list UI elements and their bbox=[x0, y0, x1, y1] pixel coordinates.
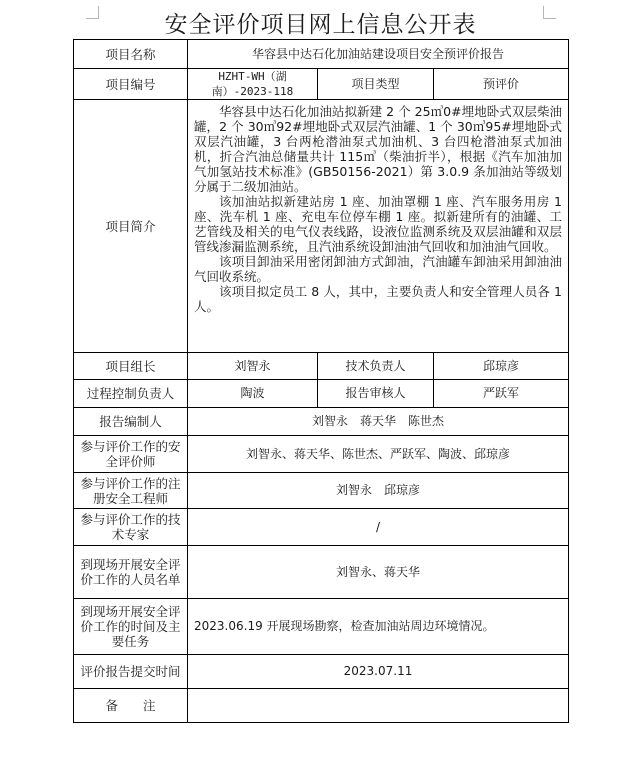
project-code-label: 项目编号 bbox=[74, 69, 188, 100]
row-evaluators bbox=[74, 436, 569, 473]
row-writer bbox=[74, 408, 569, 436]
writer-label: 报告编制人 bbox=[74, 408, 188, 436]
info-table bbox=[73, 39, 569, 723]
intro-paragraph: 该项目拟定员工 8 人，其中，主要负责人和安全管理人员各 1 人。 bbox=[194, 284, 562, 314]
submit-time-label: 评价报告提交时间 bbox=[74, 655, 188, 689]
page-title: 安全评价项目网上信息公开表 bbox=[164, 12, 477, 38]
process-control-value: 陶波 bbox=[188, 380, 318, 408]
row-engineers bbox=[74, 473, 569, 509]
row-process bbox=[74, 380, 569, 408]
project-intro-label: 项目简介 bbox=[74, 100, 188, 353]
leader-label: 项目组长 bbox=[74, 353, 188, 380]
remark-value bbox=[188, 689, 569, 723]
row-site-people bbox=[74, 546, 569, 599]
experts-value: / bbox=[188, 509, 569, 546]
intro-paragraph: 该项目卸油采用密闭卸油方式卸油，汽油罐车卸油采用卸油油气回收系统。 bbox=[194, 254, 562, 284]
process-control-label: 过程控制负责人 bbox=[74, 380, 188, 408]
row-project-name bbox=[74, 40, 569, 69]
row-project-code bbox=[74, 69, 569, 100]
reviewer-value: 严跃军 bbox=[434, 380, 569, 408]
engineers-value: 刘智永 邱琼彦 bbox=[188, 473, 569, 509]
row-submit-time bbox=[74, 655, 569, 689]
remark-label: 备 注 bbox=[74, 689, 188, 723]
evaluators-label: 参与评价工作的安全评价师 bbox=[74, 436, 188, 473]
tech-lead-label: 技术负责人 bbox=[318, 353, 434, 380]
project-name-label: 项目名称 bbox=[74, 40, 188, 69]
evaluators-value: 刘智永、蒋天华、陈世杰、严跃军、陶波、邱琼彦 bbox=[188, 436, 569, 473]
leader-value: 刘智永 bbox=[188, 353, 318, 380]
row-remark bbox=[74, 689, 569, 723]
project-type-label: 项目类型 bbox=[318, 69, 434, 100]
site-time-value: 2023.06.19 开展现场勘察，检查加油站周边环境情况。 bbox=[188, 599, 569, 655]
tech-lead-value: 邱琼彦 bbox=[434, 353, 569, 380]
site-time-label: 到现场开展安全评价工作的时间及主要任务 bbox=[74, 599, 188, 655]
project-type-value: 预评价 bbox=[434, 69, 569, 100]
engineers-label: 参与评价工作的注册安全工程师 bbox=[74, 473, 188, 509]
row-leader bbox=[74, 353, 569, 380]
experts-label: 参与评价工作的技术专家 bbox=[74, 509, 188, 546]
row-site-time bbox=[74, 599, 569, 655]
intro-paragraph: 华容县中达石化加油站拟新建 2 个 25㎥0#埋地卧式双层柴油罐，2 个 30㎥92#埋地卧式双层汽油罐、1 个 30㎥95#埋地卧式双层汽油罐，3 台两枪潜油泵式加油机、3 台四枪潜油泵式加油机，折合汽油总储量共计 115㎥（柴油折半），根据《汽车加油加气加氢站技术标准》(GB50156-2021）第 3.0.9 条加油站等级划分属于二级加油站。 bbox=[194, 104, 562, 194]
site-people-value: 刘智永、蒋天华 bbox=[188, 546, 569, 599]
project-intro-text bbox=[188, 100, 569, 353]
row-experts bbox=[74, 509, 569, 546]
project-code-value: HZHT-WH（湖南）-2023-118 bbox=[188, 69, 318, 100]
submit-time-value: 2023.07.11 bbox=[188, 655, 569, 689]
reviewer-label: 报告审核人 bbox=[318, 380, 434, 408]
row-project-intro bbox=[74, 100, 569, 353]
intro-paragraph: 该加油站拟新建站房 1 座、加油罩棚 1 座、汽车服务用房 1 座、洗车机 1 座、充电车位停车棚 1 座。拟新建所有的油罐、工艺管线及相关的电气仪表线路，设液位监测系统及双层油罐和双层管线渗漏监测系统，且汽油系统设卸油油气回收和加油油气回收。 bbox=[194, 194, 562, 254]
writer-value: 刘智永 蒋天华 陈世杰 bbox=[188, 408, 569, 436]
site-people-label: 到现场开展安全评价工作的人员名单 bbox=[74, 546, 188, 599]
project-name-value: 华容县中达石化加油站建设项目安全预评价报告 bbox=[188, 40, 569, 69]
